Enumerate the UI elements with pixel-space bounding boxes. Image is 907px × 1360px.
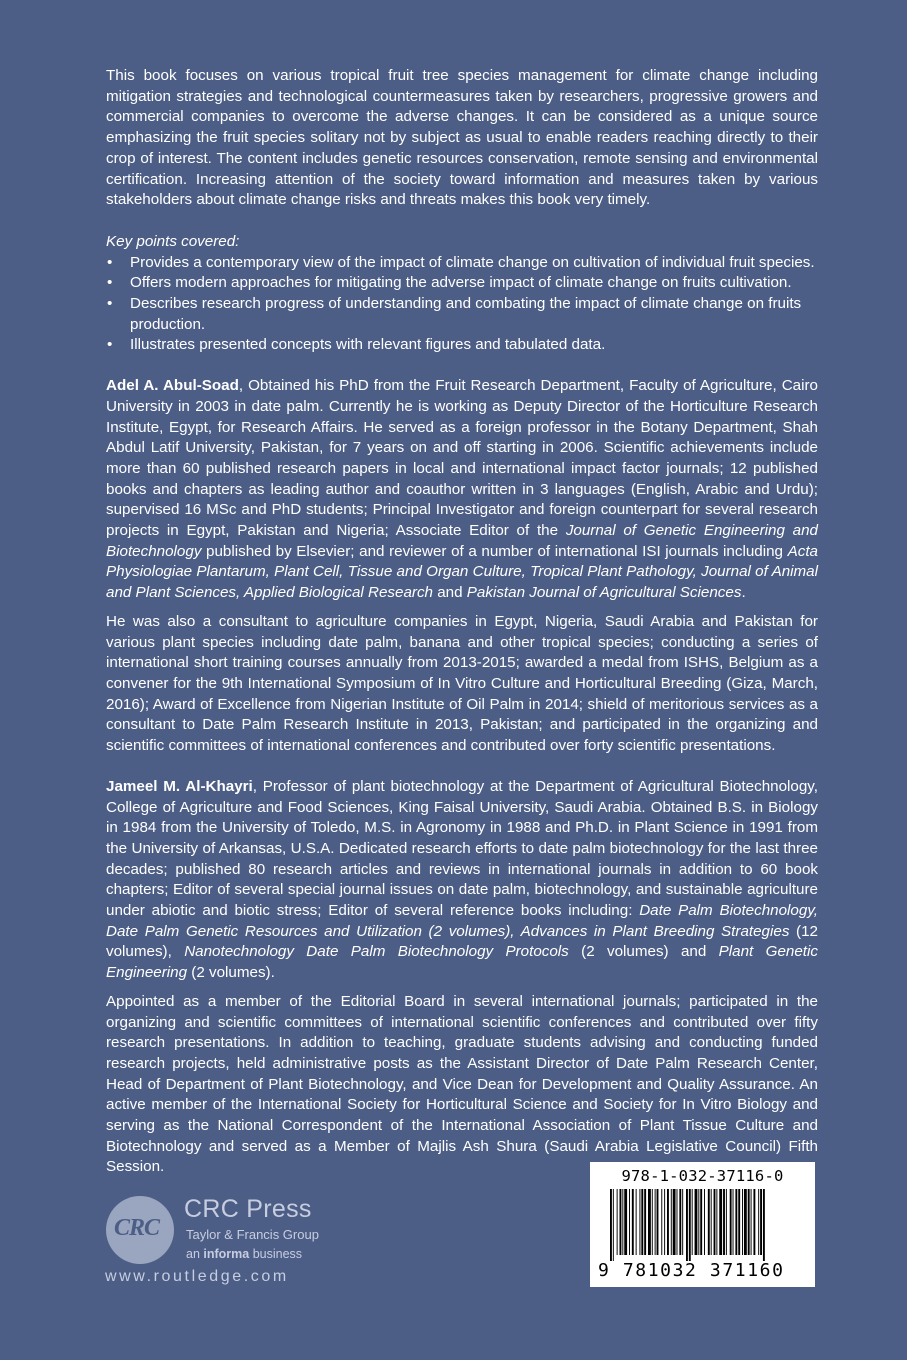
barcode-bar: [629, 1189, 630, 1255]
crc-logo-icon: CRC: [106, 1196, 174, 1264]
ean-digits: 9 781032 371160: [598, 1260, 785, 1281]
barcode-bar: [624, 1189, 627, 1255]
barcode-bar: [617, 1189, 618, 1255]
list-item: • Provides a contemporary view of the impact of climate change on cultivation of individual fruit species.: [106, 253, 818, 274]
barcode-bar: [708, 1189, 710, 1255]
author2-bio: Jameel M. Al-Khayri, Professor of plant biotechnology at the Department of Agricultural Biotechnology, College of Agriculture and Food Sciences, King Faisal University, Saudi Arabia. Obtained B.S. in Biology in 1984 from the University of Toledo, M.S. in Agronomy in 1988 and Ph.D. in Plant Science in 1991 from the University of Arkansas, U.S.A. Dedicated research efforts to date palm biotechnology for the last three decades; published 80 research articles and reviews in international journals in addition to 60 book chapters; Editor of several special journal issues on date palm, biotechnology, and sustainable agriculture under abiotic and biotic stress; Editor of several reference books including: Date Palm Biotechnology, Date Palm Genetic Resources and Utilization (2 volumes), Advances in Plant Breeding Strategies (12 volumes), Nanotechnology Date Palm Biotechnology Protocols (2 volumes) and Plant Genetic Engineering (2 volumes).: [106, 777, 819, 982]
isbn-text: 978-1-032-37116-0: [621, 1167, 784, 1185]
publisher-name: CRC Press: [184, 1195, 312, 1223]
barcode-bar: [657, 1189, 659, 1255]
barcode-bar: [679, 1189, 681, 1255]
author1-bio-continued: He was also a consultant to agriculture companies in Egypt, Nigeria, Saudi Arabia and Pakistan for various plant species including date palm, banana and other tropical species; conducting a series of international short training courses annually from 2013-2015; awarded a medal from ISHS, Belgium as a convener for the 9th International Symposium of In Vitro Culture and Horticultural Breeding (Giza, March, 2016); Award of Excellence from Nigerian Institute of Oil Palm in 2014; shield of meritorious services as a consultant to Date Palm Research Institute in 2013, Pakistan; and participated in the organizing and scientific committees of international conferences and contributed over forty scientific presentations.: [106, 612, 818, 755]
author1-bio: Adel A. Abul-Soad, Obtained his PhD from the Fruit Research Department, Faculty of Agriculture, Cairo University in 2003 in date palm. Currently he is working as Deputy Director of the Horticulture Research Institute, Egypt, for Research Affairs. He served as a foreign professor in the Botany Department, Shah Abdul Latif University, Pakistan, for 7 years on and off starting in 2006. Scientific achievements include more than 60 published research papers in local and international impact factor journals; 12 published books and chapters as leading author and coauthor written in 3 languages (English, Arabic and Urdu); supervised 16 MSc and PhD students; Principal Investigator and foreign counterpart for several research projects in Egypt, Pakistan and Nigeria; Associate Editor of the Journal of Genetic Engineering and Biotechnology published by Elsevier; and reviewer of a number of international ISI journals including Acta Physiologiae Plantarum, Plant Cell, Tissue and Organ Culture, Tropical Plant Pathology, Journal of Animal and Plant Sciences, Applied Biological Research and Pakistan Journal of Agricultural Sciences.: [106, 377, 818, 602]
publisher-group: Taylor & Francis Group: [186, 1227, 319, 1242]
barcode-bar: [698, 1189, 699, 1255]
list-item: • Illustrates presented concepts with relevant figures and tabulated data.: [106, 335, 818, 356]
barcode-bar: [760, 1189, 762, 1255]
barcode-bar: [738, 1189, 740, 1255]
barcode-bar: [719, 1189, 722, 1255]
barcode-bar: [744, 1189, 747, 1255]
barcode-bar: [735, 1189, 737, 1255]
barcode-bar: [742, 1189, 743, 1255]
barcode-bar: [673, 1189, 676, 1255]
author2-bio-continued: Appointed as a member of the Editorial Board in several international journals; participated in the organizing and scientific committees of international scientific conferences and contributed over fifty research presentations. In addition to teaching, graduate students advising and conducting funded research projects, held administrative posts as the Assistant Director of Date Palm Research Center, Head of Department of Plant Biotechnology, and Vice Dean for Development and Quality Assurance. An active member of the International Society for Horticultural Science and Society for In Vitro Biology and serving as the National Correspondent of the International Association of Plant Tissue Culture and Biotechnology and served as a Member of Majlis Ash Shura (Saudi Arabia Legislative Council) Fifth Session.: [106, 992, 818, 1176]
barcode-bar: [714, 1189, 716, 1255]
bullet-icon: •: [107, 295, 113, 313]
publisher-tagline: an informa business: [186, 1247, 303, 1261]
barcode-bar: [751, 1189, 752, 1255]
barcode-bar: [632, 1189, 634, 1255]
barcode-bar: [686, 1189, 688, 1261]
barcode-bar: [716, 1189, 717, 1255]
barcode-bar: [682, 1189, 683, 1255]
barcode-bar: [661, 1189, 662, 1255]
barcode-bar: [648, 1189, 651, 1255]
barcode-bar: [733, 1189, 734, 1255]
barcode-bar: [636, 1189, 637, 1255]
bullet-icon: •: [107, 274, 113, 292]
barcode-bar: [695, 1189, 698, 1255]
author1-name: Adel A. Abul-Soad: [106, 377, 239, 395]
barcode-bar: [613, 1189, 614, 1261]
back-cover-text: [106, 66, 818, 1178]
barcode-bar: [748, 1189, 750, 1255]
barcode-bar: [730, 1189, 732, 1255]
barcode-bar: [753, 1189, 755, 1255]
barcode-bar: [644, 1189, 646, 1255]
barcode-bar: [689, 1189, 691, 1261]
barcode-bar: [723, 1189, 725, 1255]
barcode-bar: [726, 1189, 727, 1255]
list-item: • Offers modern approaches for mitigating the adverse impact of climate change on fruits cultivation.: [106, 273, 818, 294]
barcode-bar: [704, 1189, 705, 1255]
intro-paragraph: This book focuses on various tropical fruit tree species management for climate change including mitigation strategies and technological countermeasures taken by researchers, progressive growers and commercial companies to overcome the adverse changes. It can be considered as a unique source emphasizing the fruit species solitary not by subject as usual to enable readers reaching directly to their crop of interest. The content includes genetic resources conservation, remote sensing and environmental certification. Increasing attention of the society toward information and measures taken by various stakeholders about climate change risks and threats makes this book very timely.: [106, 67, 818, 209]
bullet-icon: •: [107, 336, 113, 354]
barcode-bar: [610, 1189, 612, 1261]
barcode-bar: [622, 1189, 623, 1255]
barcode-bars: [598, 1189, 807, 1261]
list-item: • Describes research progress of understanding and combating the impact of climate change on fruits production.: [107, 295, 802, 333]
barcode-bar: [667, 1189, 669, 1255]
barcode-bar: [620, 1189, 622, 1255]
barcode-bar: [671, 1189, 672, 1255]
barcode-bar: [641, 1189, 643, 1255]
key-points-list: [106, 253, 818, 357]
isbn-barcode: [590, 1162, 815, 1287]
barcode-bar: [711, 1189, 712, 1255]
barcode-bar: [655, 1189, 656, 1255]
barcode-bar: [692, 1189, 693, 1255]
barcode-bar: [758, 1189, 759, 1255]
author2-name: Jameel M. Al-Khayri: [106, 777, 253, 795]
key-points-heading: Key points covered:: [106, 232, 240, 250]
bullet-icon: •: [107, 253, 113, 271]
barcode-bar: [700, 1189, 702, 1255]
barcode-bar: [639, 1189, 640, 1255]
barcode-bar: [763, 1189, 765, 1261]
publisher-website: www.routledge.com: [105, 1268, 289, 1285]
barcode-bar: [664, 1189, 665, 1255]
barcode-bar: [652, 1189, 653, 1255]
barcode-bar: [677, 1189, 678, 1255]
